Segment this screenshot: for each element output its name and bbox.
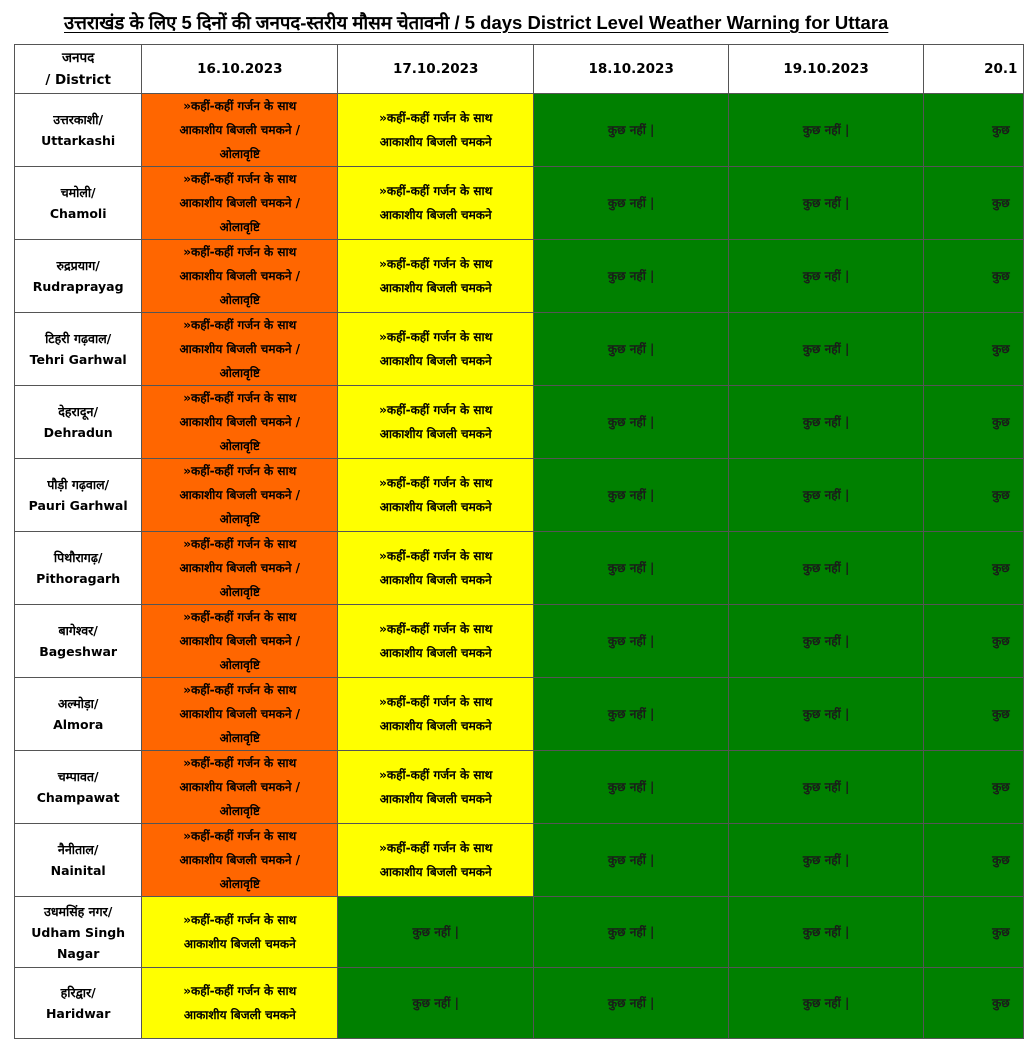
warning-line: आकाशीय बिजली चमकने <box>379 135 492 149</box>
orange-warning-cell <box>142 313 338 386</box>
district-header-en: / District <box>45 72 112 88</box>
no-warning-cell <box>924 459 1024 532</box>
yellow-warning-cell <box>338 94 534 167</box>
no-warning-text: कुछ नहीं | <box>607 996 655 1010</box>
district-name-en: Dehradun <box>43 425 113 440</box>
district-name-en: Rudraprayag <box>32 279 124 294</box>
district-cell <box>15 678 142 751</box>
no-warning-text: कुछ नहीं | <box>802 853 850 867</box>
orange-warning-cell <box>142 605 338 678</box>
warning-line: आकाशीय बिजली चमकने / <box>179 853 301 867</box>
no-warning-text: कुछ <box>992 561 1010 575</box>
no-warning-cell <box>924 678 1024 751</box>
no-warning-text: कुछ नहीं | <box>607 123 655 137</box>
no-warning-cell <box>729 897 924 968</box>
district-name-hi: पिथौरागढ़/ <box>53 550 103 565</box>
warning-line: ओलावृष्टि <box>219 585 260 599</box>
no-warning-cell <box>729 313 924 386</box>
warning-line: आकाशीय बिजली चमकने <box>379 281 492 295</box>
district-name-en: Udham Singh <box>31 924 126 940</box>
no-warning-text: कुछ <box>992 269 1010 283</box>
no-warning-cell <box>534 824 729 897</box>
district-cell <box>15 313 142 386</box>
warning-line: आकाशीय बिजली चमकने <box>183 937 296 951</box>
no-warning-cell <box>729 386 924 459</box>
page-title: उत्तराखंड के लिए 5 दिनों की जनपद-स्तरीय मौसम चेतावनी / 5 days District Level Weather Warning for Uttara <box>64 12 889 33</box>
orange-warning-cell <box>142 94 338 167</box>
no-warning-cell <box>729 532 924 605</box>
warning-line: »कहीं-कहीं गर्जन के साथ <box>379 768 493 782</box>
warning-line: »कहीं-कहीं गर्जन के साथ <box>183 913 297 927</box>
warning-line: »कहीं-कहीं गर्जन के साथ <box>183 464 297 478</box>
district-cell <box>15 532 142 605</box>
no-warning-cell <box>729 605 924 678</box>
warning-line: »कहीं-कहीं गर्जन के साथ <box>183 984 297 998</box>
warning-line: आकाशीय बिजली चमकने / <box>179 196 301 210</box>
no-warning-cell <box>729 751 924 824</box>
orange-warning-cell <box>142 459 338 532</box>
warning-line: आकाशीय बिजली चमकने / <box>179 415 301 429</box>
table-row <box>15 532 1024 605</box>
table-row <box>15 167 1024 240</box>
warning-line: ओलावृष्टि <box>219 147 260 161</box>
no-warning-cell <box>729 94 924 167</box>
table-row <box>15 386 1024 459</box>
district-name-en: Chamoli <box>49 206 107 221</box>
yellow-warning-cell <box>338 605 534 678</box>
district-name-hi: चम्पावत/ <box>57 769 99 784</box>
district-name-en: Pauri Garhwal <box>28 498 128 513</box>
warning-line: आकाशीय बिजली चमकने <box>379 208 492 222</box>
orange-warning-cell <box>142 824 338 897</box>
no-warning-text: कुछ नहीं | <box>802 123 850 137</box>
district-cell <box>15 240 142 313</box>
no-warning-cell <box>924 751 1024 824</box>
yellow-warning-cell <box>338 678 534 751</box>
warning-line: »कहीं-कहीं गर्जन के साथ <box>379 841 493 855</box>
warning-line: »कहीं-कहीं गर्जन के साथ <box>183 610 297 624</box>
no-warning-text: कुछ <box>992 707 1010 721</box>
district-header-hi: जनपद <box>61 50 95 66</box>
district-name-hi: हरिद्वार/ <box>60 985 96 1000</box>
warning-line: आकाशीय बिजली चमकने / <box>179 561 301 575</box>
no-warning-cell <box>534 897 729 968</box>
warning-line: ओलावृष्टि <box>219 731 260 745</box>
no-warning-text: कुछ नहीं | <box>607 196 655 210</box>
warning-line: आकाशीय बिजली चमकने / <box>179 488 301 502</box>
no-warning-cell <box>534 240 729 313</box>
warning-line: ओलावृष्टि <box>219 658 260 672</box>
no-warning-cell <box>729 167 924 240</box>
district-cell <box>15 605 142 678</box>
warning-line: »कहीं-कहीं गर्जन के साथ <box>183 245 297 259</box>
no-warning-cell <box>534 313 729 386</box>
district-name-en: Champawat <box>36 790 120 805</box>
no-warning-text: कुछ <box>992 634 1010 648</box>
warning-line: »कहीं-कहीं गर्जन के साथ <box>183 99 297 113</box>
no-warning-text: कुछ नहीं | <box>802 780 850 794</box>
district-name-en: Haridwar <box>45 1006 111 1021</box>
district-name-hi: बागेश्वर/ <box>58 623 98 638</box>
no-warning-text: कुछ नहीं | <box>802 561 850 575</box>
orange-warning-cell <box>142 167 338 240</box>
district-name-en: Nainital <box>50 863 106 878</box>
yellow-warning-cell <box>338 386 534 459</box>
table-row <box>15 605 1024 678</box>
no-warning-text: कुछ नहीं | <box>607 925 655 939</box>
district-header <box>15 45 142 94</box>
warning-line: »कहीं-कहीं गर्जन के साथ <box>183 829 297 843</box>
no-warning-cell <box>924 532 1024 605</box>
warning-line: आकाशीय बिजली चमकने <box>183 1008 296 1022</box>
date-header-5-text: 20.1 <box>984 61 1018 77</box>
warning-line: आकाशीय बिजली चमकने / <box>179 634 301 648</box>
no-warning-text: कुछ <box>992 196 1010 210</box>
district-name-hi: रुद्रप्रयाग/ <box>56 258 100 273</box>
warning-line: आकाशीय बिजली चमकने <box>379 573 492 587</box>
warning-line: ओलावृष्टि <box>219 439 260 453</box>
no-warning-text: कुछ नहीं | <box>607 853 655 867</box>
yellow-warning-cell <box>338 167 534 240</box>
no-warning-text: कुछ नहीं | <box>802 634 850 648</box>
date-header-1: 16.10.2023 <box>142 45 338 94</box>
warning-line: आकाशीय बिजली चमकने <box>379 646 492 660</box>
yellow-warning-cell <box>338 532 534 605</box>
warning-line: »कहीं-कहीं गर्जन के साथ <box>379 257 493 271</box>
district-cell <box>15 459 142 532</box>
no-warning-cell <box>338 897 534 968</box>
warning-line: »कहीं-कहीं गर्जन के साथ <box>379 111 493 125</box>
district-name-hi: चमोली/ <box>60 185 96 200</box>
district-cell <box>15 897 142 968</box>
no-warning-cell <box>534 605 729 678</box>
no-warning-text: कुछ नहीं | <box>607 780 655 794</box>
district-cell <box>15 824 142 897</box>
yellow-warning-cell <box>338 824 534 897</box>
district-name-hi: पौड़ी गढ़वाल/ <box>47 477 110 492</box>
no-warning-text: कुछ नहीं | <box>802 269 850 283</box>
warning-line: आकाशीय बिजली चमकने <box>379 500 492 514</box>
warning-line: ओलावृष्टि <box>219 366 260 380</box>
no-warning-text: कुछ नहीं | <box>802 707 850 721</box>
orange-warning-cell <box>142 532 338 605</box>
district-name-en: Tehri Garhwal <box>29 352 127 367</box>
warning-line: आकाशीय बिजली चमकने / <box>179 123 301 137</box>
orange-warning-cell <box>142 240 338 313</box>
warning-line: ओलावृष्टि <box>219 220 260 234</box>
no-warning-cell <box>338 968 534 1039</box>
no-warning-text: कुछ <box>992 853 1010 867</box>
district-name-hi: अल्मोड़ा/ <box>57 696 99 711</box>
date-header-4: 19.10.2023 <box>729 45 924 94</box>
no-warning-text: कुछ <box>992 415 1010 429</box>
warning-line: »कहीं-कहीं गर्जन के साथ <box>183 537 297 551</box>
orange-warning-cell <box>142 386 338 459</box>
warning-line: »कहीं-कहीं गर्जन के साथ <box>379 330 493 344</box>
no-warning-cell <box>534 167 729 240</box>
district-name-en: Bageshwar <box>39 644 118 659</box>
header-row <box>15 45 1024 94</box>
orange-warning-cell <box>142 678 338 751</box>
no-warning-cell <box>534 94 729 167</box>
no-warning-cell <box>729 678 924 751</box>
yellow-warning-cell <box>142 897 338 968</box>
no-warning-text: कुछ <box>992 925 1010 939</box>
no-warning-cell <box>924 94 1024 167</box>
warning-line: »कहीं-कहीं गर्जन के साथ <box>379 549 493 563</box>
warning-line: आकाशीय बिजली चमकने / <box>179 342 301 356</box>
no-warning-cell <box>534 751 729 824</box>
orange-warning-cell <box>142 751 338 824</box>
table-row <box>15 459 1024 532</box>
no-warning-text: कुछ नहीं | <box>607 707 655 721</box>
date-header-3: 18.10.2023 <box>534 45 729 94</box>
no-warning-cell <box>924 313 1024 386</box>
no-warning-text: कुछ नहीं | <box>412 925 459 939</box>
warning-line: »कहीं-कहीं गर्जन के साथ <box>183 172 297 186</box>
warning-line: »कहीं-कहीं गर्जन के साथ <box>183 318 297 332</box>
no-warning-text: कुछ नहीं | <box>802 996 850 1010</box>
no-warning-cell <box>924 824 1024 897</box>
district-name-en: Pithoragarh <box>36 571 121 586</box>
no-warning-text: कुछ नहीं | <box>607 634 655 648</box>
warning-line: आकाशीय बिजली चमकने / <box>179 780 301 794</box>
district-cell <box>15 386 142 459</box>
no-warning-text: कुछ <box>992 488 1010 502</box>
no-warning-text: कुछ नहीं | <box>802 415 850 429</box>
yellow-warning-cell <box>338 240 534 313</box>
district-cell <box>15 968 142 1039</box>
table-row <box>15 968 1024 1039</box>
no-warning-text: कुछ नहीं | <box>802 196 850 210</box>
no-warning-cell <box>924 167 1024 240</box>
table-row <box>15 94 1024 167</box>
no-warning-text: कुछ <box>992 342 1010 356</box>
warning-line: ओलावृष्टि <box>219 512 260 526</box>
no-warning-text: कुछ <box>992 123 1010 137</box>
yellow-warning-cell <box>142 968 338 1039</box>
no-warning-text: कुछ नहीं | <box>607 342 655 356</box>
district-name-en: Uttarkashi <box>41 133 116 148</box>
warning-line: »कहीं-कहीं गर्जन के साथ <box>183 391 297 405</box>
no-warning-cell <box>729 824 924 897</box>
warning-line: आकाशीय बिजली चमकने <box>379 427 492 441</box>
warning-line: ओलावृष्टि <box>219 804 260 818</box>
district-name-hi: टिहरी गढ़वाल/ <box>45 331 112 346</box>
no-warning-text: कुछ नहीं | <box>607 561 655 575</box>
district-cell <box>15 94 142 167</box>
warning-table <box>14 44 1024 1039</box>
district-name-hi: नैनीताल/ <box>57 842 99 857</box>
no-warning-cell <box>534 532 729 605</box>
no-warning-cell <box>924 605 1024 678</box>
no-warning-text: कुछ नहीं | <box>607 269 655 283</box>
no-warning-cell <box>924 386 1024 459</box>
warning-line: ओलावृष्टि <box>219 293 260 307</box>
no-warning-text: कुछ नहीं | <box>802 925 850 939</box>
warning-line: ओलावृष्टि <box>219 877 260 891</box>
no-warning-cell <box>534 968 729 1039</box>
district-name-en-2: Nagar <box>56 945 100 961</box>
no-warning-cell <box>534 386 729 459</box>
no-warning-text: कुछ नहीं | <box>802 342 850 356</box>
no-warning-text: कुछ नहीं | <box>607 488 655 502</box>
no-warning-cell <box>534 459 729 532</box>
warning-line: आकाशीय बिजली चमकने <box>379 719 492 733</box>
table-row <box>15 751 1024 824</box>
warning-line: आकाशीय बिजली चमकने <box>379 865 492 879</box>
no-warning-cell <box>729 240 924 313</box>
warning-line: »कहीं-कहीं गर्जन के साथ <box>379 695 493 709</box>
no-warning-cell <box>534 678 729 751</box>
no-warning-cell <box>729 459 924 532</box>
table-row <box>15 313 1024 386</box>
no-warning-text: कुछ नहीं | <box>607 415 655 429</box>
warning-line: »कहीं-कहीं गर्जन के साथ <box>183 683 297 697</box>
no-warning-cell <box>924 897 1024 968</box>
no-warning-text: कुछ नहीं | <box>412 996 459 1010</box>
warning-line: »कहीं-कहीं गर्जन के साथ <box>379 403 493 417</box>
table-row <box>15 824 1024 897</box>
warning-line: आकाशीय बिजली चमकने / <box>179 707 301 721</box>
warning-line: »कहीं-कहीं गर्जन के साथ <box>379 476 493 490</box>
no-warning-text: कुछ <box>992 780 1010 794</box>
district-cell <box>15 751 142 824</box>
district-name-en: Almora <box>53 717 104 732</box>
no-warning-cell <box>924 968 1024 1039</box>
warning-line: »कहीं-कहीं गर्जन के साथ <box>183 756 297 770</box>
table-row <box>15 897 1024 968</box>
date-header-5 <box>924 45 1024 94</box>
table-row <box>15 678 1024 751</box>
date-header-2: 17.10.2023 <box>338 45 534 94</box>
district-name-hi: देहरादून/ <box>58 404 99 419</box>
no-warning-cell <box>729 968 924 1039</box>
district-name-hi: उधमसिंह नगर/ <box>43 903 113 919</box>
warning-line: आकाशीय बिजली चमकने <box>379 354 492 368</box>
no-warning-text: कुछ नहीं | <box>802 488 850 502</box>
no-warning-cell <box>924 240 1024 313</box>
no-warning-text: कुछ <box>992 996 1010 1010</box>
district-cell <box>15 167 142 240</box>
district-name-hi: उत्तरकाशी/ <box>53 112 104 127</box>
table-row <box>15 240 1024 313</box>
warning-line: »कहीं-कहीं गर्जन के साथ <box>379 622 493 636</box>
warning-line: आकाशीय बिजली चमकने <box>379 792 492 806</box>
yellow-warning-cell <box>338 313 534 386</box>
warning-line: »कहीं-कहीं गर्जन के साथ <box>379 184 493 198</box>
yellow-warning-cell <box>338 751 534 824</box>
warning-line: आकाशीय बिजली चमकने / <box>179 269 301 283</box>
yellow-warning-cell <box>338 459 534 532</box>
